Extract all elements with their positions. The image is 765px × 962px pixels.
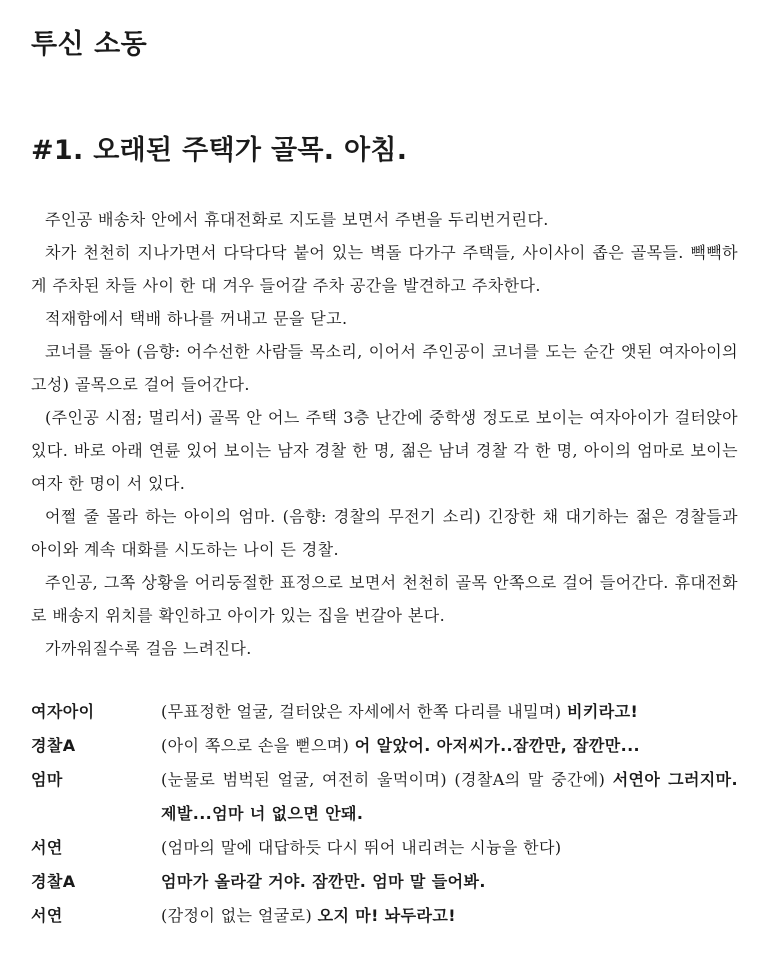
speaker-name: 여자아이 (31, 702, 95, 721)
dialogue-row (31, 763, 738, 831)
spoken-line: 서연아 그러지마. 제발...엄마 너 없으면 안돼. (161, 770, 738, 823)
stage-direction: (아이 쪽으로 손을 뻗으며) (161, 736, 355, 755)
speaker-name: 엄마 (31, 770, 63, 789)
spoken-line: 엄마가 올라갈 거야. 잠깐만. 엄마 말 들어봐. (161, 872, 486, 891)
stage-direction: (엄마의 말에 대답하듯 다시 뛰어 내리려는 시늉을 한다) (161, 838, 562, 857)
action-paragraph: 차가 천천히 지나가면서 다닥다닥 붙어 있는 벽돌 다가구 주택들, 사이사이 좁은 골목들. 빽빽하게 주차된 차들 사이 한 대 겨우 들어갈 주차 공간을 발견하고 주차한다. (31, 243, 738, 295)
speaker-name: 경찰A (31, 736, 76, 755)
dialogue-block (31, 695, 738, 933)
action-paragraph: (주인공 시점; 멀리서) 골목 안 어느 주택 3층 난간에 중학생 정도로 보이는 여자아이가 걸터앉아 있다. 바로 아래 연륜 있어 보이는 남자 경찰 한 명, 젊은 남녀 경찰 각 한 명, 아이의 엄마로 보이는 여자 한 명이 서 있다. (31, 408, 738, 493)
action-paragraph: 적재함에서 택배 하나를 꺼내고 문을 닫고. (45, 309, 348, 328)
dialogue-row (31, 865, 738, 899)
action-block (31, 203, 738, 665)
stage-direction: (무표정한 얼굴, 걸터앉은 자세에서 한쪽 다리를 내밀며) (161, 702, 568, 721)
dialogue-line (161, 695, 738, 729)
spoken-line: 어 알았어. 아저씨가..잠깐만, 잠깐만... (354, 736, 641, 755)
action-paragraph: 가까워질수록 걸음 느려진다. (45, 639, 252, 658)
speaker-name: 서연 (31, 838, 63, 857)
stage-direction: (감정이 없는 얼굴로) (161, 906, 318, 925)
document-title: 투신 소동 (31, 29, 148, 60)
action-paragraph: 코너를 돌아 (음향: 어수선한 사람들 목소리, 이어서 주인공이 코너를 도는 순간 앳된 여자아이의 고성) 골목으로 걸어 들어간다. (31, 342, 738, 394)
dialogue-line (161, 865, 738, 899)
dialogue-line (161, 831, 738, 865)
spoken-line: 비키라고! (567, 702, 639, 721)
action-paragraph: 어쩔 줄 몰라 하는 아이의 엄마. (음향: 경찰의 무전기 소리) 긴장한 채 대기하는 젊은 경찰들과 아이와 계속 대화를 시도하는 나이 든 경찰. (31, 507, 738, 559)
dialogue-line (161, 729, 738, 763)
dialogue-line (161, 763, 738, 831)
spoken-line: 오지 마! 놔두라고! (317, 906, 456, 925)
stage-direction: (눈물로 범벅된 얼굴, 여전히 울먹이며) (경찰A의 말 중간에) (161, 770, 613, 789)
dialogue-row (31, 695, 738, 729)
speaker-name: 서연 (31, 906, 63, 925)
dialogue-row (31, 729, 738, 763)
dialogue-line (161, 899, 738, 933)
dialogue-row (31, 831, 738, 865)
action-paragraph: 주인공, 그쪽 상황을 어리둥절한 표정으로 보면서 천천히 골목 안쪽으로 걸어 들어간다. 휴대전화로 배송지 위치를 확인하고 아이가 있는 집을 번갈아 본다. (31, 573, 738, 625)
dialogue-row (31, 899, 738, 933)
speaker-name: 경찰A (31, 872, 76, 891)
action-paragraph: 주인공 배송차 안에서 휴대전화로 지도를 보면서 주변을 두리번거린다. (45, 210, 549, 229)
scene-heading: #1. 오래된 주택가 골목. 아침. (31, 135, 408, 166)
